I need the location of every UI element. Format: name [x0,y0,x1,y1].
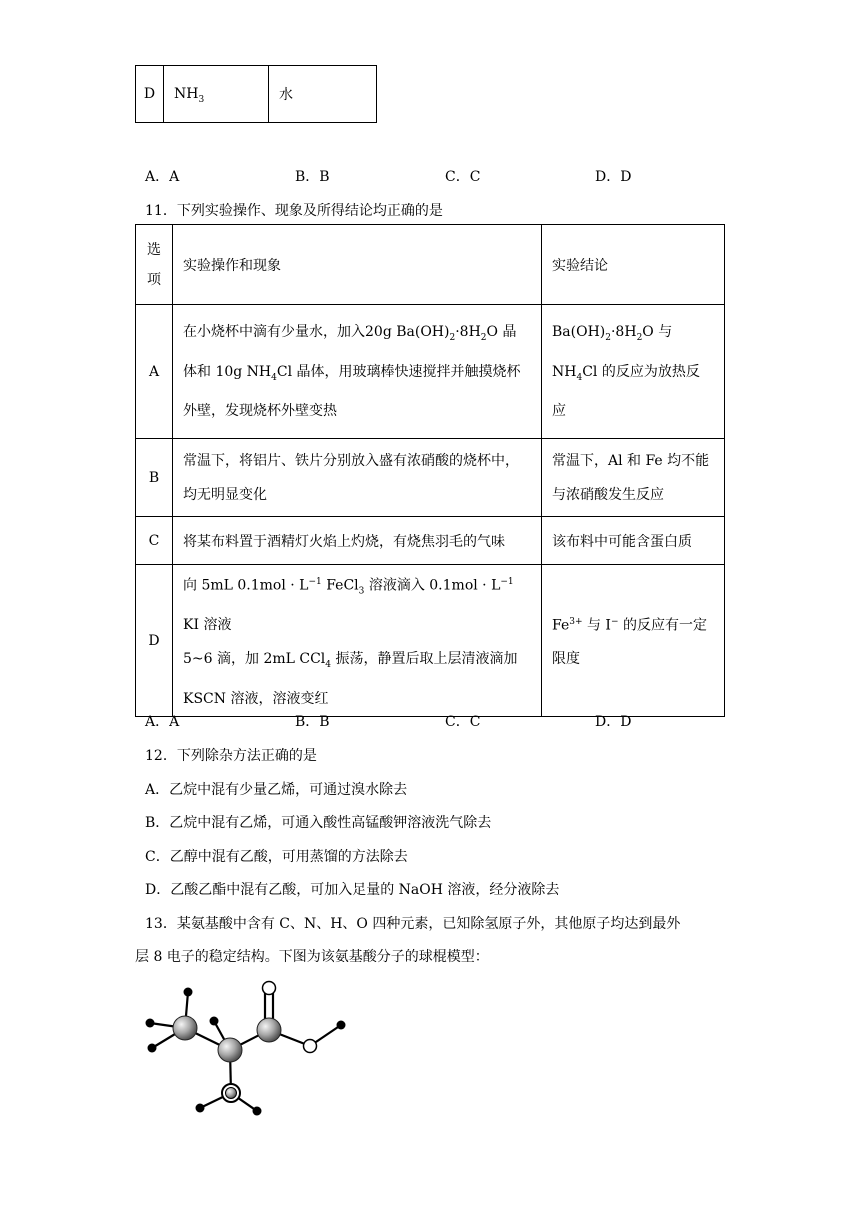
molecule-svg [130,975,370,1125]
q12-choice-b[interactable]: B．乙烷中混有乙烯，可通入酸性高锰酸钾溶液洗气除去 [145,815,492,831]
text: 与 I [582,617,611,634]
text: 5~6 滴，加 2mL CCl [183,651,326,668]
gas-formula: NH [174,86,199,102]
text: 振荡，静置后取上层清液滴加 [331,651,518,668]
con-line: 与浓硝酸发生反应 [552,486,664,503]
q13-stem-line2: 层 8 电子的稳定结构。下图为该氨基酸分子的球棍模型： [135,949,489,965]
q12-stem: 12．下列除杂方法正确的是 [145,748,317,764]
gas-cell [164,66,269,123]
option-d[interactable]: D．D [595,169,632,185]
subscript: 2 [636,332,643,343]
option-c[interactable]: C．C [445,714,481,730]
text: 向 5mL 0.1mol · L [183,577,309,594]
text: 在小烧杯中滴有少量水，加入 [183,323,365,340]
op-line: 外壁，发现烧杯外壁变热 [183,403,337,420]
con-line [552,355,714,395]
q11-options [145,711,745,731]
text: 溶液滴入 0.1mol · L [364,577,501,594]
text: ·8H [610,323,637,340]
subscript: 4 [325,660,332,671]
q11-table [135,224,725,717]
header-conclusion: 实验结论 [542,225,725,305]
table-row [136,517,725,565]
text: ·8H [455,323,481,340]
con-line: 限度 [552,651,580,668]
superscript: 3+ [569,616,583,627]
operation-cell: 将某布料置于酒精灯火焰上灼烧，有烧焦羽毛的气味 [173,517,542,565]
con-line: 应 [552,403,566,420]
con-line [552,315,714,355]
hydrogen-atom [146,1019,155,1028]
text: FeCl [321,577,359,594]
option-a[interactable]: A．A [145,169,180,185]
superscript: − [610,616,619,627]
text: Cl 的反应为放热反 [582,363,700,380]
subscript: 2 [480,332,487,343]
con-line [552,605,714,643]
subscript: 4 [271,372,277,383]
row-label: D [136,66,164,123]
operation-cell [173,439,542,517]
hydrogen-atom [253,1107,262,1116]
option-c[interactable]: C．C [445,169,481,185]
carbon-atom [218,1038,242,1062]
op-line [183,565,531,642]
option-b[interactable]: B．B [295,169,330,185]
atoms [146,982,346,1116]
superscript: −1 [308,577,322,587]
subscript: 3 [358,586,365,597]
row-label: C [136,517,173,565]
op-line: KSCN 溶液，溶液变红 [183,691,329,708]
text: 的反应有一定 [618,617,707,634]
conclusion-cell [542,439,725,517]
oxygen-atom [263,982,276,995]
option-b[interactable]: B．B [295,714,330,730]
hydrogen-atom [210,1017,219,1026]
row-label: D [136,565,173,717]
operation-cell [173,565,542,717]
table-row [136,305,725,439]
conclusion-cell [542,305,725,439]
gas-subscript: 3 [198,94,205,105]
op-line: 常温下，将铝片、铁片分别放入盛有浓硝酸的烧杯中， [183,452,519,469]
q13-stem-line1: 13．某氨基酸中含有 C、N、H、O 四种元素，已知除氢原子外，其他原子均达到最外 [145,916,681,932]
con-line: 常温下，Al 和 Fe 均不能 [552,452,710,469]
op-line [183,355,531,395]
table-row [136,66,377,123]
conclusion-cell [542,565,725,717]
subscript: 2 [605,332,611,343]
option-d[interactable]: D．D [595,714,632,730]
carbon-atom [257,1018,281,1042]
text: Ba(OH) [552,323,606,340]
q12-choice-d[interactable]: D．乙酸乙酯中混有乙酸，可加入足量的 NaOH 溶液，经分液除去 [145,882,560,898]
op-line [183,315,531,355]
hydrogen-atom [337,1021,346,1030]
row-label: A [136,305,173,439]
row-label: B [136,439,173,517]
q10-table [135,65,377,123]
q12-choice-c[interactable]: C．乙醇中混有乙酸，可用蒸馏的方法除去 [145,849,408,865]
hydrogen-atom [184,988,193,997]
text: 体和 10g NH [183,363,272,380]
table-row [136,439,725,517]
q12-choice-a[interactable]: A．乙烷中混有少量乙烯，可通过溴水除去 [145,782,408,798]
q11-stem: 11．下列实验操作、现象及所得结论均正确的是 [145,203,443,219]
nitrogen-atom-core [226,1088,237,1099]
text: O 与 [642,323,673,340]
hydrogen-atom [196,1104,205,1113]
table-row [136,565,725,717]
text: O 晶 [486,323,517,340]
text: 20g Ba(OH) [365,323,450,340]
amino-acid-ball-stick-model [130,975,370,1125]
header-operation: 实验操作和现象 [173,225,542,305]
text: Cl 晶体，用玻璃棒快速搅拌并触摸烧杯 [276,363,521,380]
table-header-row [136,225,725,305]
carbon-atom [173,1016,197,1040]
q10-options [145,166,745,186]
text: NH [552,363,577,380]
option-a[interactable]: A．A [145,714,180,730]
header-option-l1: 选 [147,241,161,258]
subscript: 4 [576,372,583,383]
header-option-l2: 项 [147,271,161,288]
hydrogen-atom [148,1044,157,1053]
text: Fe [552,617,570,634]
subscript: 2 [449,332,456,343]
header-option [136,225,173,305]
superscript: −1 [500,577,514,587]
text: KI 溶液 [183,617,232,634]
conclusion-cell: 该布料中可能含蛋白质 [542,517,725,565]
op-line [183,642,531,682]
oxygen-atom [304,1040,317,1053]
op-line: 均无明显变化 [183,486,267,503]
operation-cell [173,305,542,439]
liquid-cell: 水 [269,66,377,123]
